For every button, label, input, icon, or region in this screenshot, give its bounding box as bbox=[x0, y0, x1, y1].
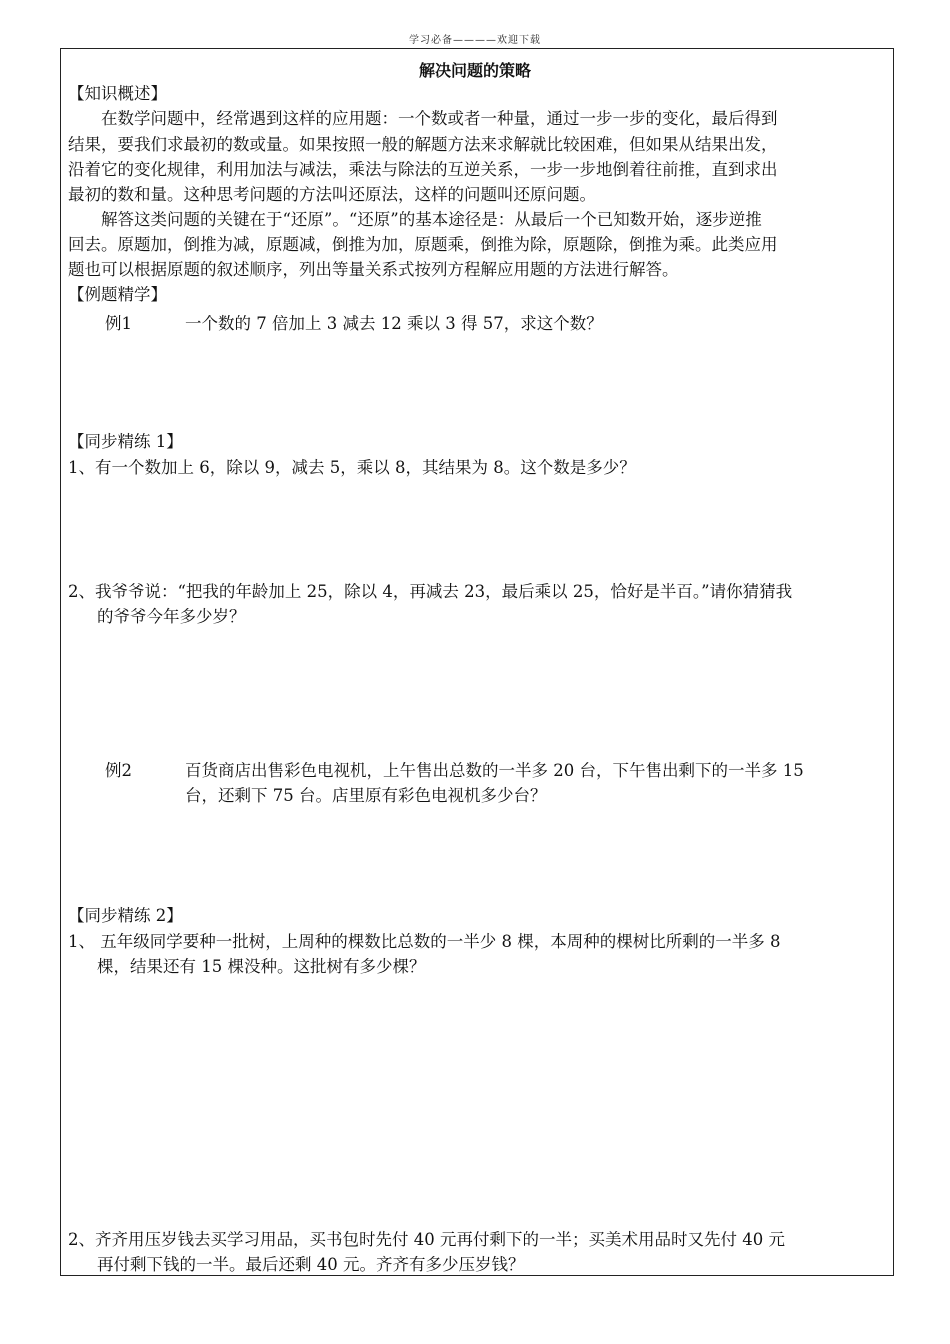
practice-2-question-2-line-1: 2、齐齐用压岁钱去买学习用品，买书包时先付 40 元再付剩下的一半；买美术用品时又先付 40 元 bbox=[68, 1230, 785, 1249]
example-2-line-1: 百货商店出售彩色电视机，上午售出总数的一半多 20 台，下午售出剩下的一半多 15 bbox=[185, 761, 804, 780]
overview-line-5: 解答这类问题的关键在于“还原”。“还原”的基本途径是：从最后一个已知数开始，逐步逆推 bbox=[101, 210, 762, 229]
page-header: 学习必备————欢迎下载 bbox=[409, 35, 541, 46]
overview-heading: 【知识概述】 bbox=[68, 84, 167, 103]
practice-1-question-2-line-2: 的爷爷今年多少岁？ bbox=[97, 607, 246, 626]
practice-1-heading: 【同步精练 1】 bbox=[68, 432, 183, 451]
overview-line-2: 结果，要我们求最初的数或量。如果按照一般的解题方法来求解就比较困难，但如果从结果出发， bbox=[68, 135, 778, 154]
practice-2-question-1-line-2: 棵，结果还有 15 棵没种。这批树有多少棵？ bbox=[97, 957, 426, 976]
overview-line-6: 回去。原题加，倒推为减，原题减，倒推为加，原题乘，倒推为除，原题除，倒推为乘。此类应用 bbox=[68, 235, 778, 254]
example-1-text: 一个数的 7 倍加上 3 减去 12 乘以 3 得 57，求这个数？ bbox=[185, 314, 603, 333]
overview-line-4: 最初的数和量。这种思考问题的方法叫还原法，这样的问题叫还原问题。 bbox=[68, 185, 596, 204]
practice-1-question-1: 1、有一个数加上 6，除以 9，减去 5，乘以 8，其结果为 8。这个数是多少？ bbox=[68, 458, 636, 477]
example-1-label: 例1 bbox=[105, 314, 132, 333]
practice-2-heading: 【同步精练 2】 bbox=[68, 906, 183, 925]
overview-line-3: 沿着它的变化规律，利用加法与减法，乘法与除法的互逆关系，一步一步地倒着往前推，直到求出 bbox=[68, 160, 778, 179]
practice-1-question-2-line-1: 2、我爷爷说：“把我的年龄加上 25，除以 4，再减去 23，最后乘以 25，恰好是半百。”请你猜猜我 bbox=[68, 582, 793, 601]
practice-2-question-1-line-1: 1、 五年级同学要种一批树，上周种的棵数比总数的一半少 8 棵，本周种的棵树比所剩的一半多 8 bbox=[68, 932, 781, 951]
overview-line-7: 题也可以根据原题的叙述顺序，列出等量关系式按列方程解应用题的方法进行解答。 bbox=[68, 260, 679, 279]
examples-heading: 【例题精学】 bbox=[68, 285, 167, 304]
content-frame bbox=[60, 48, 894, 1276]
example-2-label: 例2 bbox=[105, 761, 132, 780]
page-title: 解决问题的策略 bbox=[418, 61, 531, 80]
practice-2-question-2-line-2: 再付剩下钱的一半。最后还剩 40 元。齐齐有多少压岁钱？ bbox=[97, 1255, 525, 1274]
example-2-line-2: 台，还剩下 75 台。店里原有彩色电视机多少台？ bbox=[185, 786, 547, 805]
overview-line-1: 在数学问题中，经常遇到这样的应用题：一个数或者一种量，通过一步一步的变化，最后得到 bbox=[101, 109, 778, 128]
